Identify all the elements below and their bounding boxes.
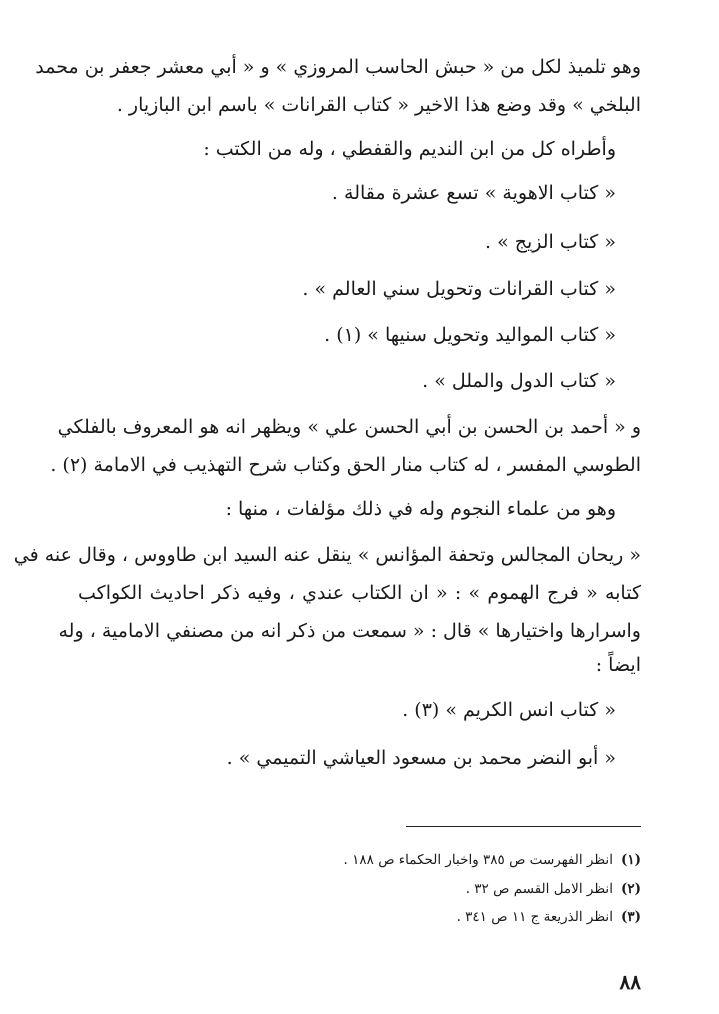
footnote (457, 907, 641, 927)
list-item: « كتاب الاهوية » تسع عشرة مقالة . (331, 182, 616, 204)
text-line: وأطراه كل من ابن النديم والقفطي ، وله من الكتب : (203, 138, 616, 160)
list-item: « كتاب القرانات وتحويل سني العالم » . (302, 278, 616, 300)
list-item: « أبو النضر محمد بن مسعود العياشي التميمي » . (226, 747, 616, 769)
list-item: « كتاب الزيج » . (484, 231, 616, 253)
text-line: و « أحمد بن الحسن بن أبي الحسن علي » ويظهر انه هو المعروف بالفلكي (57, 416, 641, 438)
text-line: وهو من علماء النجوم وله في ذلك مؤلفات ، منها : (225, 498, 616, 520)
footnote-number: (١) (620, 852, 641, 868)
page-number: ٨٨ (619, 970, 641, 994)
text-line: « ريحان المجالس وتحفة المؤانس » ينقل عنه السيد ابن طاووس ، وقال عنه في (13, 544, 641, 566)
text-line: واسرارها واختيارها » قال : « سمعت من ذكر انه من مصنفي الامامية ، وله (58, 620, 641, 642)
footnote (466, 879, 641, 899)
footnote (344, 850, 641, 870)
footnote-number: (٣) (620, 909, 641, 925)
list-item: « كتاب الدول والملل » . (422, 370, 616, 392)
footnote-text: انظر الفهرست ص ٣٨٥ واخبار الحكماء ص ١٨٨ . (343, 852, 613, 868)
footnote-text: انظر الامل القسم ص ٣٢ . (465, 881, 613, 897)
text-line: الطوسي المفسر ، له كتاب منار الحق وكتاب شرح التهذيب في الامامة (٢) . (50, 454, 641, 476)
footnote-number: (٢) (620, 881, 641, 897)
list-item: « كتاب المواليد وتحويل سنيها » (١) . (324, 324, 616, 346)
footnote-separator (406, 826, 641, 827)
text-line: وهو تلميذ لكل من « حبش الحاسب المروزي » و « أبي معشر جعفر بن محمد (35, 56, 641, 78)
text-line: البلخي » وقد وضع هذا الاخير « كتاب القرانات » باسم ابن البازيار . (116, 94, 641, 116)
text-line: كتابه « فرج الهموم » : « ان الكتاب عندي ، وفيه ذكر احاديث الكواكب (78, 582, 641, 604)
text-line: ايضاً : (595, 654, 641, 676)
list-item: « كتاب انس الكريم » (٣) . (402, 699, 616, 721)
footnote-text: انظر الذريعة ج ١١ ص ٣٤١ . (456, 909, 613, 925)
